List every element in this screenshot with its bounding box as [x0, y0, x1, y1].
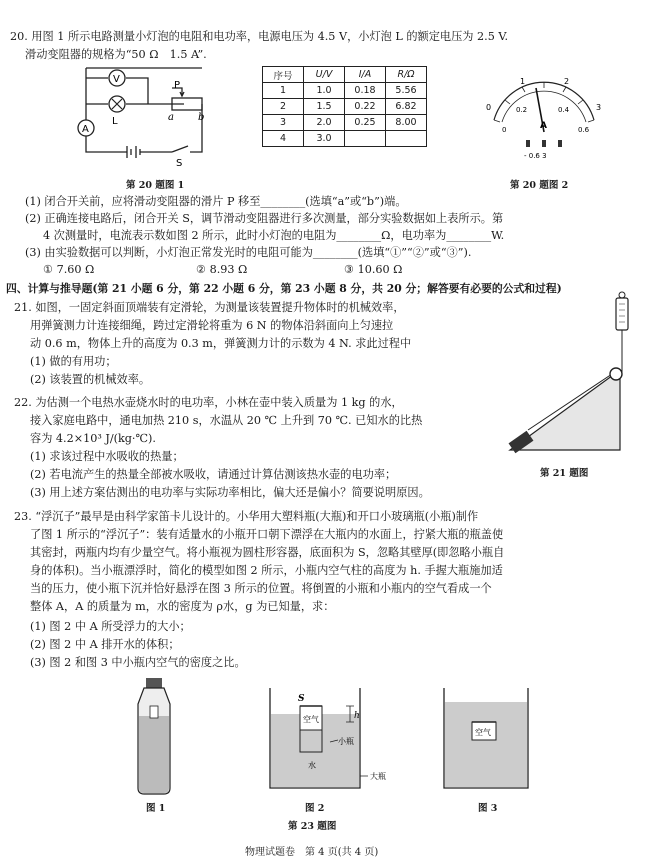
- table-cell: 0.22: [345, 99, 386, 115]
- svg-text:0.2: 0.2: [516, 106, 528, 114]
- q23-part2: (2) 图 2 中 A 排开水的体积；: [30, 638, 180, 651]
- table-cell: [386, 131, 427, 147]
- q21-line2: 用弹簧测力计连接细绳，跨过定滑轮将重为 6 N 的物体沿斜面向上匀速拉: [30, 319, 394, 332]
- table-cell: 2: [263, 99, 304, 115]
- pulley: [610, 368, 622, 380]
- q20-part1: (1) 闭合开关前，应将滑动变阻器的滑片 P 移至________(选填“a”或“b”)端。: [25, 195, 407, 208]
- q23-caption: 第 23 题图: [288, 821, 337, 832]
- header-cell: 序号: [263, 67, 304, 83]
- q20-option-3: ③ 10.60 Ω: [344, 263, 403, 276]
- a-label: A: [82, 124, 89, 135]
- q22-part1: (1) 求该过程中水吸收的热量；: [30, 450, 184, 463]
- table-cell: 3: [263, 115, 304, 131]
- table-cell: 2.0: [304, 115, 345, 131]
- table-cell: 5.56: [386, 83, 427, 99]
- q23-line1: 23. “浮沉子”最早是由科学家笛卡儿设计的。小华用大塑料瓶(大瓶)和开口小玻璃瓶(小瓶)制作: [14, 510, 479, 523]
- q21-caption: 第 21 题图: [540, 468, 589, 479]
- q20-option-2: ② 8.93 Ω: [196, 263, 248, 276]
- q23-line5: 当的压力，使小瓶下沉并恰好悬浮在图 3 所示的位置。将倒置的小瓶和小瓶内的空气看成一个: [30, 582, 492, 595]
- q20-circuit-diagram: [72, 68, 252, 168]
- svg-text:空气: 空气: [475, 728, 491, 737]
- table-cell: 1: [263, 83, 304, 99]
- q23-fig2-label: 图 2: [305, 803, 325, 814]
- table-cell: 0.25: [345, 115, 386, 131]
- svg-text:水: 水: [308, 761, 316, 770]
- q23-fig3-label: 图 3: [478, 803, 498, 814]
- q20-stem-line1: 20. 用图 1 所示电路测量小灯泡的电阻和电功率，电源电压为 4.5 V，小灯泡 L 的额定电压为 2.5 V.: [10, 30, 509, 43]
- q20-part3: (3) 由实验数据可以判断，小灯泡正常发光时的电阻可能为________(选填“①”“②”或“③”).: [25, 246, 472, 259]
- s-label: S: [176, 158, 183, 169]
- svg-text:0: 0: [502, 126, 507, 134]
- svg-text:大瓶: 大瓶: [370, 772, 386, 781]
- spring-scale: [616, 298, 628, 330]
- svg-text:h: h: [354, 711, 360, 721]
- a-end-label: a: [168, 112, 174, 123]
- svg-text:A: A: [540, 121, 547, 131]
- svg-text:1: 1: [520, 77, 526, 86]
- svg-text:- 0.6 3: - 0.6 3: [524, 152, 547, 160]
- q23-fig3-model: [442, 686, 532, 796]
- q21-part1: (1) 做的有用功；: [30, 355, 117, 368]
- p-label: P: [174, 80, 181, 91]
- q21-line1: 21. 如图，一固定斜面顶端装有定滑轮，为测量该装置提升物体时的机械效率，: [14, 301, 405, 314]
- header-cell: U/V: [304, 67, 345, 83]
- table-row: [263, 99, 427, 115]
- q23-part3: (3) 图 2 和图 3 中小瓶内空气的密度之比。: [30, 656, 246, 669]
- header-cell: I/A: [345, 67, 386, 83]
- svg-text:3: 3: [596, 103, 602, 112]
- ammeter-dial: [480, 70, 610, 170]
- q23-fig1-bottle: [130, 676, 180, 796]
- q23-part1: (1) 图 2 中 A 所受浮力的大小；: [30, 620, 191, 633]
- q23-line4: 身的体积)。当小瓶漂浮时，简化的模型如图 2 所示，小瓶内空气柱的高度为 h. 手握大瓶施加适: [30, 564, 503, 577]
- v-label: V: [113, 74, 120, 85]
- q21-part2: (2) 该装置的机械效率。: [30, 373, 151, 386]
- svg-text:0.4: 0.4: [558, 106, 570, 114]
- q21-line3: 动 0.6 m，物体上升的高度为 0.3 m，弹簧测力计的示数为 4 N. 求此过程中: [30, 337, 412, 350]
- header-cell: R/Ω: [386, 67, 427, 83]
- q23-fig1-label: 图 1: [146, 803, 166, 814]
- svg-text:2: 2: [564, 77, 570, 86]
- q20-data-table: [262, 66, 427, 147]
- q20-option-1: ① 7.60 Ω: [43, 263, 95, 276]
- q23-fig2-model: [268, 686, 418, 796]
- table-row: [263, 131, 427, 147]
- svg-text:空气: 空气: [303, 715, 319, 724]
- table-row: [263, 115, 427, 131]
- q22-line2: 接入家庭电路中，通电加热 210 s，水温从 20 ℃ 上升到 70 ℃. 已知水的比热: [30, 414, 423, 427]
- table-cell: 6.82: [386, 99, 427, 115]
- table-cell: 8.00: [386, 115, 427, 131]
- q23-line6: 整体 A，A 的质量为 m，水的密度为 ρ水，g 为已知量，求：: [30, 600, 335, 613]
- table-cell: 1.5: [304, 99, 345, 115]
- section-4-heading: 四、计算与推导题(第 21 小题 6 分，第 22 小题 6 分，第 23 小题 8 分，共 20 分；解答要有必要的公式和过程): [6, 282, 562, 295]
- q20-fig1-caption: 第 20 题图 1: [126, 180, 185, 191]
- q22-line3: 容为 4.2×10³ J/(kg·℃).: [30, 432, 156, 445]
- q20-part2-line2: 4 次测量时，电流表示数如图 2 所示，此时小灯泡的电阻为________Ω，电功率为________W.: [43, 229, 505, 242]
- page-footer: 物理试题卷 第 4 页(共 4 页): [245, 847, 379, 858]
- svg-text:0.6: 0.6: [578, 126, 590, 134]
- table-cell: 1.0: [304, 83, 345, 99]
- table-cell: 4: [263, 131, 304, 147]
- q23-line2: 了图 1 所示的“浮沉子”：装有适量水的小瓶开口朝下漂浮在大瓶内的水面上，拧紧大瓶的瓶盖使: [30, 528, 504, 541]
- q22-part2: (2) 若电流产生的热量全部被水吸收，请通过计算估测该热水壶的电功率；: [30, 468, 397, 481]
- l-label: L: [112, 116, 118, 127]
- svg-text:小瓶: 小瓶: [338, 737, 354, 746]
- table-cell: 0.18: [345, 83, 386, 99]
- svg-text:0: 0: [486, 103, 492, 112]
- q20-fig2-caption: 第 20 题图 2: [510, 180, 569, 191]
- q23-line3: 其密封，两瓶内均有少量空气。将小瓶视为圆柱形容器，底面积为 S，忽略其壁厚(即忽略小瓶自: [30, 546, 505, 559]
- table-row: [263, 83, 427, 99]
- svg-text:S: S: [298, 694, 305, 704]
- table-cell: [345, 131, 386, 147]
- q22-line1: 22. 为估测一个电热水壶烧水时的电功率，小林在壶中装入质量为 1 kg 的水，: [14, 396, 403, 409]
- table-cell: 3.0: [304, 131, 345, 147]
- q20-stem-line2: 滑动变阻器的规格为“50 Ω 1.5 A”.: [25, 48, 207, 61]
- q21-incline-diagram: [500, 290, 630, 460]
- b-end-label: b: [198, 112, 205, 123]
- q22-part3: (3) 用上述方案估测出的电功率与实际功率相比，偏大还是偏小？简要说明原因。: [30, 486, 430, 499]
- q20-part2-line1: (2) 正确连接电路后，闭合开关 S，调节滑动变阻器进行多次测量，部分实验数据如上表所示。第: [25, 212, 504, 225]
